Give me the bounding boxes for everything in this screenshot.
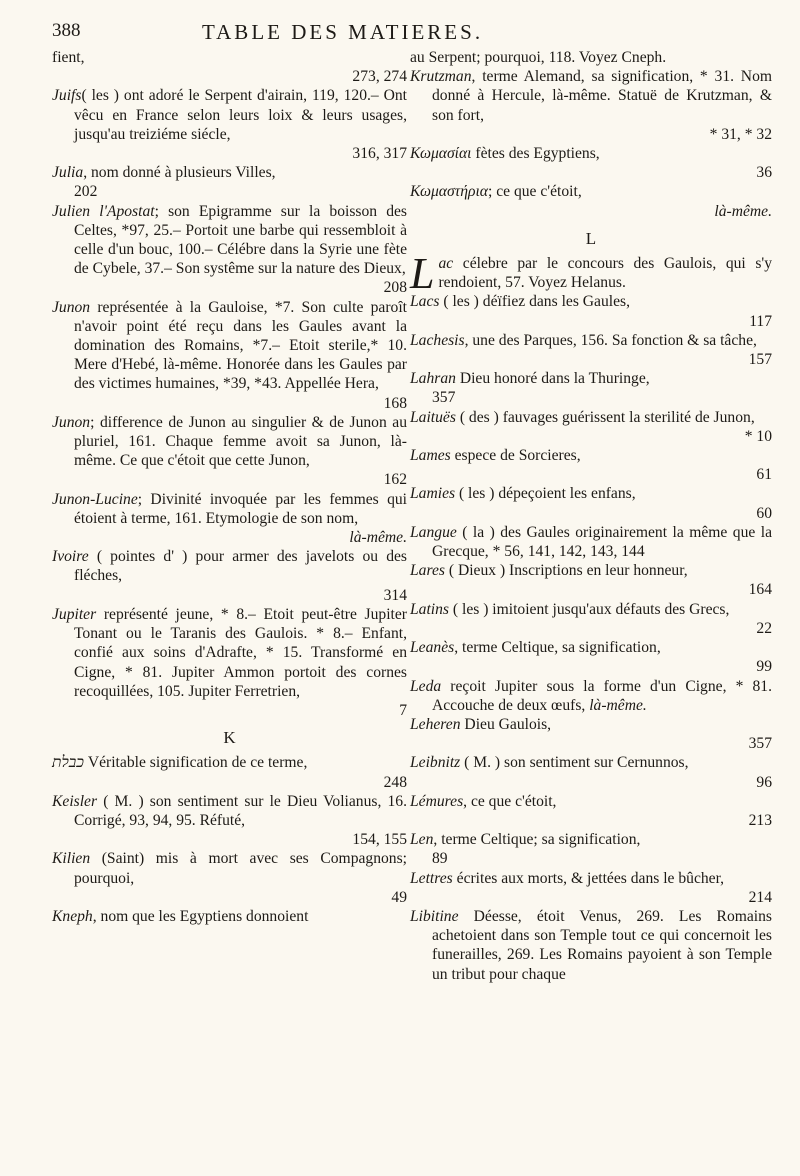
index-entry: Krutzman, terme Alemand, sa signification, * 31. Nom donné à Hercule, là-même. Statuë de Krutzman, & son fort, * 31, * 32 (410, 68, 772, 143)
index-entry: fient, 273, 274 (52, 49, 407, 86)
index-entry: Κωμαστήρια; ce que c'étoit, là-même. (410, 183, 772, 220)
index-entry: Len, terme Celtique; sa signification, 89 (410, 831, 641, 868)
index-entry: Junon; difference de Junon au singulier & de Junon au pluriel, 161. Chaque femme avoit sa Junon, là-même. Ce que c'étoit que cette Junon, 162 (52, 413, 407, 489)
drop-cap: L (410, 249, 435, 299)
index-entry: Kneph, nom que les Egyptiens donnoient (52, 907, 309, 925)
index-entry: Juifs( les ) ont adoré le Serpent d'airain, 119, 120.– Ont vêcu en France selon leurs loix & leurs usages, jusqu'au treiziéme siécle, 316, 317 (52, 87, 407, 163)
index-entry: Julien l'Apostat; son Epigramme sur la boisson des Celtes, *97, 25.– Portoit une barbe qui ressembloit à celle d'un bouc, 100.– Célébre dans la Syrie une fète de Cybele, 37.– Son systême sur la nature des Dieux, 208 (52, 202, 407, 297)
index-entry: Κωμασίαι fètes des Egyptiens, 36 (410, 145, 772, 182)
index-entry: Leda reçoit Jupiter sous la forme d'un Cigne, * 81. Accouche de deux œufs, là-même. (410, 677, 772, 714)
index-entry: Lémures, ce que c'étoit, 213 (410, 792, 772, 829)
right-column (410, 48, 772, 984)
index-entry: au Serpent; pourquoi, 118. Voyez Cneph. (410, 49, 667, 66)
index-entry: Keisler ( M. ) son sentiment sur le Dieu Volianus, 16. Corrigé, 93, 94, 95. Réfuté, 154, 155 (52, 792, 407, 849)
index-entry: Lac célebre par le concours des Gaulois, qui s'y rendoient, 57. Voyez Helanus. (410, 249, 772, 299)
index-entry: Julia, nom donné à plusieurs Villes, 202 (52, 164, 276, 201)
index-entry: Lames espece de Sorcieres, 61 (410, 447, 772, 484)
index-entry: Leheren Dieu Gaulois, 357 (410, 715, 772, 753)
index-entry: Lamies ( les ) dépeçoient les enfans, 60 (410, 485, 772, 522)
index-entry: Libitine Déesse, étoit Venus, 269. Les Romains achetoient dans son Temple tout ce qui concernoit les funerailles, 269. Les Romains payoient à son Temple un tribut pour chaque (410, 907, 772, 983)
index-entry: Kilien (Saint) mis à mort avec ses Compagnons; pourquoi, 49 (52, 850, 407, 906)
index-entry: Laituës ( des ) fauvages guérissent la sterilité de Junon, * 10 (410, 408, 772, 445)
index-entry: Lahran Dieu honoré dans la Thuringe, 357 (410, 370, 650, 407)
left-column (52, 48, 407, 926)
index-entry: Lettres écrites aux morts, & jettées dans le bûcher, 214 (410, 869, 772, 906)
index-entry: Junon-Lucine; Divinité invoquée par les femmes qui étoient à terme, 161. Etymologie de son nom, là-même. (52, 490, 407, 547)
index-entry: Leanès, terme Celtique, sa signification, 99 (410, 639, 772, 676)
index-entry: Ivoire ( pointes d' ) pour armer des javelots ou des fléches, 314 (52, 548, 407, 604)
section-letter-l: L (585, 228, 597, 248)
index-entry: Junon représentée à la Gauloise, *7. Son culte paroît n'avoir point été reçu dans les Gaules avant la domination des Romains, *7.– Etoit sterile,* 10. Mere d'Hebé, là-même. Honorée dans les Gaules par des victimes humaines, *39, *43. Appellée Hera, 168 (52, 298, 407, 412)
page-number: 388 (52, 20, 81, 41)
index-entry: Latins ( les ) imitoient jusqu'aux défauts des Grecs, 22 (410, 600, 772, 637)
index-entry: כבלת Véritable signification de ce terme, 248 (52, 754, 407, 791)
running-title: TABLE DES MATIERES. (202, 20, 484, 44)
index-entry: Lachesis, une des Parques, 156. Sa fonction & sa tâche, 157 (410, 331, 772, 369)
section-letter-k: K (223, 728, 236, 748)
index-entry: Jupiter représenté jeune, * 8.– Etoit peut-être Jupiter Tonant ou le Taranis des Gaulois. * 8.– Enfant, confié aux soins d'Adrafte, * 15. Transformé en Cigne, * 81. Jupiter Ammon portoit des cornes recoquillées, 105. Jupiter Ferretrien, 7 (52, 605, 407, 719)
index-entry: Lacs ( les ) déïfiez dans les Gaules, 117 (410, 293, 772, 330)
page-header (52, 20, 772, 46)
index-entry: Lares ( Dieux ) Inscriptions en leur honneur, 164 (410, 562, 772, 599)
index-entry: Langue ( la ) des Gaules originairement la même que la Grecque, * 56, 141, 142, 143, 144 (410, 523, 772, 561)
index-entry: Leibnitz ( M. ) son sentiment sur Cernunnos, 96 (410, 754, 772, 791)
